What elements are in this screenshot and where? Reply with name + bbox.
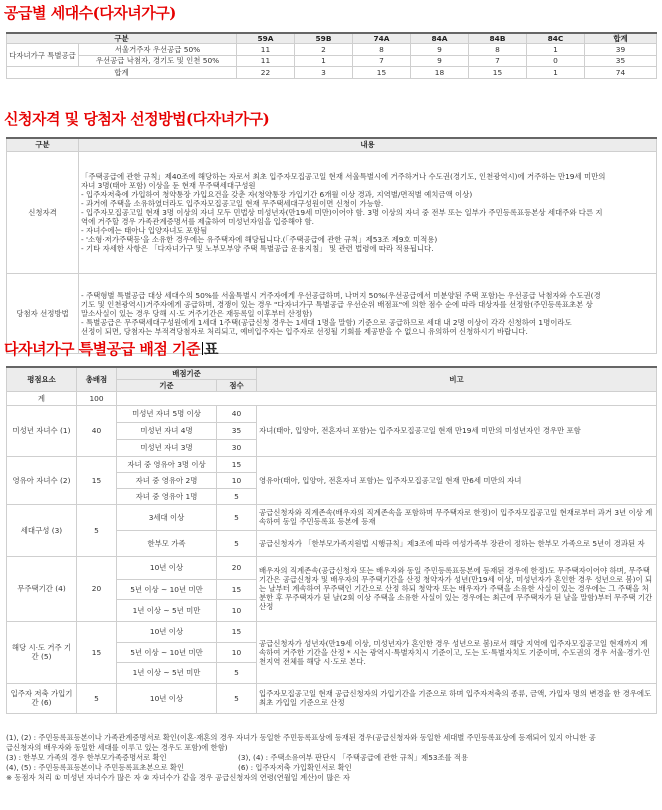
supply-total-cell: 3 — [295, 67, 353, 79]
supply-total-cell: 22 — [237, 67, 295, 79]
supply-group-label: 다자녀가구 특별공급 — [7, 44, 79, 67]
content-line: - 입주자저축에 가입하여 청약통장 가입요건을 갖춘 자(청약통장 가입기간 6개월 이상 경과, 지역별/면적별 예치금액 이상) — [81, 189, 473, 199]
content-line: - 입주자모집공고일 현재 3명 이상의 자녀 모두 민법상 미성년자(만19세 미만)이어야 함. 3명 이상의 자녀 중 전부 또는 일부가 주민등록표등본상 세대주와 다른 지 — [81, 207, 603, 217]
footnote-line: (3) : 한부모 가족의 경우 한부모가족증명서로 확인 — [6, 753, 167, 762]
content-line: - 자녀수에는 태아나 입양자녀도 포함됨 — [81, 225, 208, 235]
scoring-points: 15 — [217, 456, 257, 472]
scoring-item-total: 40 — [77, 405, 117, 456]
scoring-item-label: 해당 시·도 거주 기간 (5) — [7, 621, 77, 683]
scoring-points: 40 — [217, 405, 257, 422]
scoring-row — [7, 683, 657, 713]
section-heading-supply: 공급별 세대수(다자녀가구) — [4, 4, 176, 22]
supply-cell: 11 — [237, 55, 295, 67]
supply-table — [6, 32, 657, 79]
supply-total-cell: 15 — [353, 67, 411, 79]
content-line: 기도 및 인천광역시)거주자에게 공급하며, 경쟁이 있는 경우 "다자녀가구 특별공급 우선순위 배점표"에 의한 점수 순에 따라 대상자를 선정함(주민등록표초본 상 — [81, 299, 593, 309]
eligibility-header-row — [7, 138, 657, 151]
scoring-criterion: 5년 이상 ~ 10년 미만 — [117, 579, 217, 599]
supply-row-label: 서울거주자 우선공급 50% — [79, 44, 237, 56]
supply-total-label: 합계 — [7, 67, 237, 79]
supply-header-cell: 59B — [295, 33, 353, 44]
footnote-line: (6) : 입주자저축 가입확인서로 확인 — [238, 763, 352, 772]
scoring-note: 공급신청자가 성년자(만19세 이상, 미성년자가 혼인한 경우 성년으로 봄)로서 해당 지역에 입주자모집공고일 현재까지 계속하여 거주한 기간을 산정 * 시는 광역시·특별자치시 기준이고, 도는 도·특별자치도 기준이며, 수도권의 경우 서울·경기·인천지역 전체를 해당 시·도로 본다. — [257, 621, 657, 683]
scoring-points: 30 — [217, 439, 257, 456]
scoring-total-row — [7, 391, 657, 405]
footnote-line: (1), (2) : 주민등록표등본이나 가족관계증명서로 확인(이혼·재혼의 경우 자녀가 동일한 주민등록표상에 등재된 경우(공급신청자와 동일한 세대별 주민등록표상에 등재되어 있지 아니한 공 — [6, 733, 596, 742]
content-line: - 기타 자세한 사항은 「다자녀가구 및 노부모부양 주택 특별공급 운용지침」 및 관련 법령에 따라 적용됩니다. — [81, 243, 434, 253]
scoring-criterion: 미성년 자녀 3명 — [117, 439, 217, 456]
supply-total-row — [7, 67, 657, 79]
content-line: - 주택형별 특별공급 대상 세대수의 50%를 서울특별시 거주자에게 우선공급하며, 나머지 50%(우선공급에서 미분양된 주택 포함)는 우선공급 낙첨자와 수도권(경 — [81, 290, 601, 300]
supply-cell: 35 — [585, 55, 657, 67]
eligibility-header-cell: 내용 — [79, 138, 657, 151]
eligibility-content — [79, 151, 657, 273]
footnote-line: (3), (4) : 주택소유여부 판단시 「주택공급에 관한 규칙」제53조를 적용 — [238, 753, 469, 762]
scoring-points: 35 — [217, 422, 257, 439]
scoring-row — [7, 621, 657, 642]
scoring-item-label: 무주택기간 (4) — [7, 556, 77, 621]
footnote-line: 급신청자의 배우자와 동일한 세대를 이루고 있는 경우도 포함)에 한함) — [6, 743, 228, 752]
supply-cell: 1 — [527, 44, 585, 56]
supply-row-label: 우선공급 낙첨자, 경기도 및 인천 50% — [79, 55, 237, 67]
text-cursor — [202, 342, 203, 355]
scoring-points: 5 — [217, 488, 257, 504]
content-line: - '소형·저가주택등'을 소유한 경우에는 유주택자에 해당됩니다.(「주택공급에 관한 규칙」제53조 제9호 미적용) — [81, 234, 438, 244]
scoring-criterion: 한부모 가족 — [117, 530, 217, 556]
supply-total-cell: 74 — [585, 67, 657, 79]
scoring-criterion: 미성년 자녀 5명 이상 — [117, 405, 217, 422]
scoring-note: 영유아(태아, 입양아, 전혼자녀 포함)는 입주자모집공고일 현재 만6세 미만의 자녀 — [257, 456, 657, 504]
supply-header-cell: 84B — [469, 33, 527, 44]
supply-cell: 2 — [295, 44, 353, 56]
eligibility-header-cell: 구분 — [7, 138, 79, 151]
scoring-points: 5 — [217, 662, 257, 683]
scoring-points: 5 — [217, 504, 257, 530]
scoring-item-total: 15 — [77, 456, 117, 504]
scoring-criterion: 3세대 이상 — [117, 504, 217, 530]
scoring-total-value: 100 — [77, 391, 117, 405]
supply-cell: 8 — [469, 44, 527, 56]
eligibility-label: 신청자격 — [7, 151, 79, 273]
scoring-item-label: 세대구성 (3) — [7, 504, 77, 556]
supply-cell: 11 — [237, 44, 295, 56]
scoring-item-total: 15 — [77, 621, 117, 683]
scoring-header-cell: 배점기준 — [117, 367, 257, 379]
scoring-header-cell: 평점요소 — [7, 367, 77, 391]
scoring-points: 5 — [217, 530, 257, 556]
content-line: - 특별공급은 무주택세대구성원에게 1세대 1주택(공급신청 경우는 1세대 1명을 말함) 기준으로 공급하므로 세대 내 2명 이상이 각각 신청하여 1명이라도 — [81, 317, 572, 327]
scoring-criterion: 자녀 중 영유아 2명 — [117, 472, 217, 488]
supply-cell: 7 — [469, 55, 527, 67]
scoring-points: 5 — [217, 683, 257, 713]
scoring-item-total: 20 — [77, 556, 117, 621]
supply-cell: 9 — [411, 55, 469, 67]
scoring-criterion: 미성년 자녀 4명 — [117, 422, 217, 439]
heading-tail: 표 — [204, 340, 219, 358]
scoring-total-label: 계 — [7, 391, 77, 405]
scoring-table — [6, 366, 657, 714]
scoring-item-total: 5 — [77, 504, 117, 556]
content-line: 말소사실이 있는 경우 당해 시·도 거주기간은 재등록일 이후부터 산정함) — [81, 308, 313, 318]
scoring-criterion: 10년 이상 — [117, 556, 217, 579]
supply-cell: 1 — [295, 55, 353, 67]
scoring-row — [7, 556, 657, 579]
supply-cell: 0 — [527, 55, 585, 67]
supply-cell: 9 — [411, 44, 469, 56]
eligibility-row — [7, 151, 657, 273]
scoring-header-cell: 비고 — [257, 367, 657, 391]
scoring-criterion: 자녀 중 영유아 1명 — [117, 488, 217, 504]
scoring-criterion: 5년 이상 ~ 10년 미만 — [117, 642, 217, 662]
scoring-criterion: 1년 이상 ~ 5년 미만 — [117, 662, 217, 683]
scoring-note: 입주자모집공고일 현재 공급신청자의 가입기간을 기준으로 하며 입주자저축의 종류, 금액, 가입자 명의 변경을 한 경우에도 최초 가입일 기준으로 산정 — [257, 683, 657, 713]
scoring-points: 15 — [217, 579, 257, 599]
scoring-points: 10 — [217, 599, 257, 621]
scoring-points: 10 — [217, 472, 257, 488]
supply-cell: 8 — [353, 44, 411, 56]
scoring-note: 배우자의 직계존속(공급신청자 또는 배우자와 동일 주민등록표등본에 등재된 경우에 한정)도 무주택자이어야 하며, 무주택기간은 공급신청자 및 배우자의 무주택기간을 산정 청약자가 성년(만19세 이상, 미성년자가 혼인한 경우 성년으로 봄)이 되는 날부터 계속하여 무주택인 기간으로 산정 하되 청약자 또는 배우자가 주택을 소유한 사실이 있는 경우에는 그 주택을 처분한 후 무주택자가 된 날(2회 이상 주택을 소유한 사실이 있는 경우에는 최근에 무주택자가 된 날을 말함)부터 무주택 기간 산정 — [257, 556, 657, 621]
supply-header-cell: 84A — [411, 33, 469, 44]
content-line: 선정이 되면, 당첨자는 부적격당첨자로 처리되고, 예비입주자는 입주자로 선정될 기회를 제공받을 수 없으니 유의하여 신청하시기 바랍니다. — [81, 326, 528, 336]
scoring-criterion: 10년 이상 — [117, 683, 217, 713]
supply-row — [7, 55, 657, 67]
supply-cell: 39 — [585, 44, 657, 56]
supply-row — [7, 44, 657, 56]
scoring-item-label: 미성년 자녀수 (1) — [7, 405, 77, 456]
section-heading-eligibility: 신청자격 및 당첨자 선정방법(다자녀가구) — [4, 110, 270, 128]
supply-total-cell: 1 — [527, 67, 585, 79]
scoring-item-total: 5 — [77, 683, 117, 713]
supply-header-cell: 59A — [237, 33, 295, 44]
scoring-points: 15 — [217, 621, 257, 642]
supply-header-cell: 구분 — [7, 33, 237, 44]
scoring-row — [7, 405, 657, 422]
scoring-row — [7, 456, 657, 472]
scoring-note: 공급신청자가 「한부모가족지원법 시행규칙」제3조에 따라 여성가족부 장관이 정하는 한부모 가족으로 5년이 경과된 자 — [257, 530, 657, 556]
scoring-header-cell: 총배점 — [77, 367, 117, 391]
scoring-criterion: 1년 이상 ~ 5년 미만 — [117, 599, 217, 621]
supply-cell: 7 — [353, 55, 411, 67]
scoring-blank-cell — [117, 391, 657, 405]
scoring-header-cell: 기준 — [117, 379, 217, 391]
scoring-criterion: 10년 이상 — [117, 621, 217, 642]
scoring-item-label: 입주자 저축 가입기간 (6) — [7, 683, 77, 713]
scoring-item-label: 영유아 자녀수 (2) — [7, 456, 77, 504]
footnote-line: ※ 동점자 처리 ① 미성년 자녀수가 많은 자 ② 자녀수가 같을 경우 공급신청자의 연령(연월일 계산)이 많은 자 — [6, 773, 350, 782]
supply-total-cell: 15 — [469, 67, 527, 79]
scoring-note: 공급신청자와 직계존속(배우자의 직계존속을 포함하며 무주택자로 한정)이 입주자모집공고일 현재로부터 과거 3년 이상 계속하여 동일 주민등록표 등본에 등재 — [257, 504, 657, 530]
scoring-criterion: 자녀 중 영유아 3명 이상 — [117, 456, 217, 472]
content-line: 「주택공급에 관한 규칙」제40조에 해당하는 자로서 최초 입주자모집공고일 현재 서울특별시에 거주하거나 수도권(경기도, 인천광역시)에 거주하는 만19세 미만의 — [81, 171, 606, 181]
scoring-header-cell: 점수 — [217, 379, 257, 391]
content-line: 역에 거주할 경우 가족관계증명서를 제출하여 미성년자임을 입증해야 함. — [81, 216, 314, 226]
scoring-note: 자녀(태아, 입양아, 전혼자녀 포함)는 입주자모집공고일 현재 만19세 미만의 미성년자인 경우만 포함 — [257, 405, 657, 456]
supply-header-row — [7, 33, 657, 44]
content-line: 자녀 3명(태아 포함) 이상을 둔 현재 무주택세대구성원 — [81, 180, 256, 190]
scoring-points: 10 — [217, 642, 257, 662]
heading-text: 다자녀가구 특별공급 배점 기준 — [4, 340, 201, 358]
supply-header-cell: 84C — [527, 33, 585, 44]
supply-header-cell: 합계 — [585, 33, 657, 44]
content-line: - 과거에 주택을 소유하였더라도 입주자모집공고일 현재 무주택세대구성원이면 신청이 가능함. — [81, 198, 384, 208]
supply-header-cell: 74A — [353, 33, 411, 44]
scoring-points: 20 — [217, 556, 257, 579]
eligibility-label: 당첨자 선정방법 — [7, 273, 79, 353]
scoring-row — [7, 504, 657, 530]
eligibility-table — [6, 137, 657, 354]
supply-total-cell: 18 — [411, 67, 469, 79]
section-heading-scoring — [4, 338, 218, 359]
footnote-line: (4), (5) : 주민등록표등본이나 주민등록표초본으로 확인 — [6, 763, 185, 772]
scoring-header-row — [7, 367, 657, 379]
